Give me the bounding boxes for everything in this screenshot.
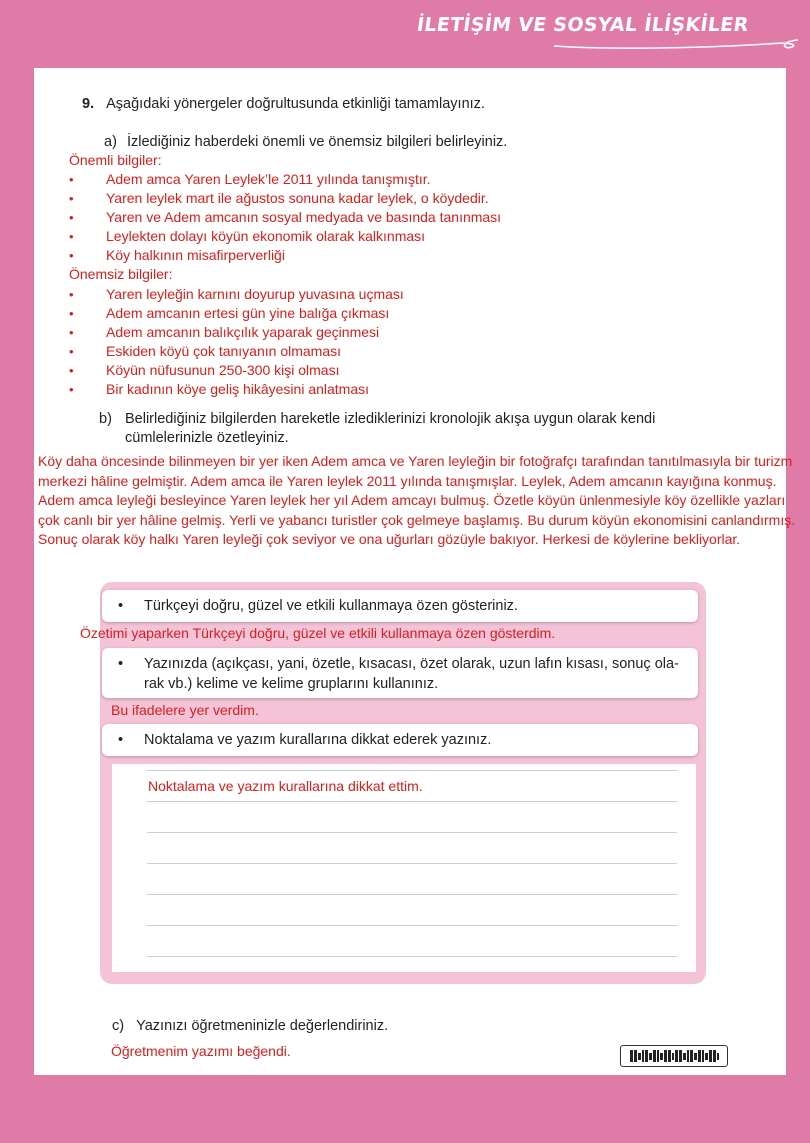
checklist-answer: Özetimi yaparken Türkçeyi doğru, güzel ve etkili kullanmaya özen gösterdim. [80, 625, 556, 641]
important-item: Adem amca Yaren Leylek’le 2011 yılında tanışmıştır. [106, 171, 431, 187]
part-b-instruction-line1: Belirlediğiniz bilgilerden hareketle izlediklerinizi kronolojik akışa uygun olarak kendi [125, 411, 656, 427]
part-c-text: Yazınızı öğretmeninizle değerlendiriniz. [136, 1018, 389, 1034]
unimportant-item: Köyün nüfusunun 250-300 kişi olması [106, 362, 340, 378]
important-item: Yaren leylek mart ile ağustos sonuna kadar leylek, o köydedir. [106, 190, 489, 206]
unimportant-item: Bir kadının köye geliş hikâyesini anlatması [106, 381, 370, 397]
checklist-item-continued: rak vb.) kelime ve kelime gruplarını kullanınız. [144, 676, 439, 692]
unit-title: İLETİŞİM VE SOSYAL İLİŞKİLER [414, 14, 750, 36]
bullet: • [69, 325, 74, 340]
bullet: • [69, 382, 74, 397]
unimportant-item: Adem amcanın ertesi gün yine balığa çıkması [106, 305, 390, 321]
summary-answer: Köy daha öncesinde bilinmeyen bir yer iken Adem amca ve Yaren leyleğin bir fotoğrafçı tarafından tanıtılmasıyla bir turizm merkezi hâline gelmiştir. Adem amca ile Yaren leylek 2011 yılında tanışmışlar. Leylek, Adem amcanın kayığına konmuş. Adem amca leyleği besleyince Yaren leylek her yıl Adem amcayı bulmuş. Özetle köyün ünlenmesiyle köy özellikle yazları çok canlı bir yer hâline gelmiş. Yerli ve yabancı turistler çok gelmeye başlamış. Bu durum köyün ekonomisini canlandırmış. Sonuç olarak köy halkı Yaren leyleği çok seviyor ve ona uğurları gözüyle bakıyor. Herkesi de köylerine bekliyorlar. [38, 453, 796, 548]
part-b-instruction-line2: cümlelerinizle özetleyiniz. [125, 430, 289, 446]
unimportant-heading: Önemsiz bilgiler: [69, 266, 173, 282]
page-footer [0, 1075, 810, 1143]
unimportant-item: Adem amcanın balıkçılık yaparak geçinmesi [106, 324, 380, 340]
writing-area[interactable] [112, 764, 696, 972]
left-margin-band [0, 68, 34, 1075]
bullet: • [69, 363, 74, 378]
part-a-instruction [104, 134, 507, 150]
checklist-answer: Bu ifadelere yer verdim. [111, 702, 259, 718]
important-item: Köy halkının misafirperverliği [106, 247, 285, 263]
checklist-bullet: • [118, 656, 124, 672]
page-header [0, 0, 810, 68]
writing-line [147, 770, 677, 771]
checklist-bullet: • [118, 732, 124, 748]
writing-line [147, 832, 677, 833]
question-number: 9. [82, 96, 95, 112]
writing-line [147, 925, 677, 926]
bullet: • [69, 248, 74, 263]
important-item: Yaren ve Adem amcanın sosyal medyada ve basında tanınması [106, 209, 502, 225]
question-text: Aşağıdaki yönergeler doğrultusunda etkinliği tamamlayınız. [106, 96, 485, 112]
checklist-item: Noktalama ve yazım kurallarına dikkat ederek yazınız. [144, 732, 492, 748]
writing-line [147, 956, 677, 957]
writing-line [147, 894, 677, 895]
qr-code-icon[interactable] [620, 1045, 728, 1067]
bullet: • [69, 172, 74, 187]
bullet: • [69, 344, 74, 359]
bullet: • [69, 229, 74, 244]
swoosh-decoration-icon [552, 36, 802, 52]
right-margin-band [786, 68, 810, 1075]
writing-line [147, 801, 677, 802]
unimportant-item: Eskiden köyü çok tanıyanın olmaması [106, 343, 342, 359]
part-c-answer: Öğretmenim yazımı beğendi. [111, 1043, 291, 1059]
bullet: • [69, 306, 74, 321]
writing-line [147, 863, 677, 864]
important-item: Leylekten dolayı köyün ekonomik olarak kalkınması [106, 228, 426, 244]
part-a-text: İzlediğiniz haberdeki önemli ve önemsiz bilgileri belirleyiniz. [126, 134, 508, 150]
checklist-bullet: • [118, 598, 124, 614]
bullet: • [69, 287, 74, 302]
checklist-item: Türkçeyi doğru, güzel ve etkili kullanmaya özen gösteriniz. [144, 598, 518, 614]
checklist-item: Yazınızda (açıkçası, yani, özetle, kısacası, özet olarak, uzun lafın kısası, sonuç ola- [144, 656, 679, 672]
part-c-label: c) [112, 1018, 125, 1034]
part-b-label: b) [99, 411, 112, 427]
checklist-answer: Noktalama ve yazım kurallarına dikkat ettim. [148, 778, 423, 794]
unimportant-item: Yaren leyleğin karnını doyurup yuvasına uçması [106, 286, 404, 302]
question-header [82, 96, 485, 112]
part-c-instruction [112, 1018, 388, 1034]
bullet: • [69, 210, 74, 225]
important-heading: Önemli bilgiler: [69, 152, 162, 168]
bullet: • [69, 191, 74, 206]
part-a-label: a) [104, 134, 117, 150]
